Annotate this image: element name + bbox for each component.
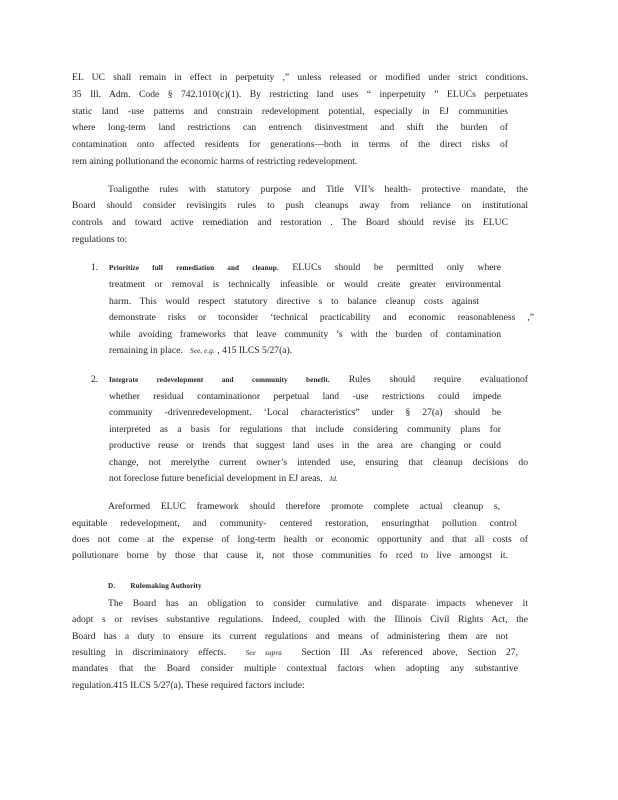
item-2-line-3: community -drivenredevelopment. ‘Local characteristics” under § 27(a) should be	[109, 407, 501, 418]
p1-line-1: EL UC shall remain in effect in perpetuity ,” unless released or modified under strict conditions.	[72, 72, 528, 83]
p1-line-5: contamination onto affected residents for generations—both in terms of the direct risks of	[72, 139, 508, 150]
p4-line-6: regulation.415 ILCS 5/27(a). These required factors include:	[72, 680, 305, 691]
p4-line-1: The Board has an obligation to consider cumulative and disparate impacts whenever it	[108, 598, 528, 609]
item-2-line-2: whether residual contaminationor perpetual land -use restrictions could impede	[109, 391, 501, 402]
p1-line-2: 35 Ill. Adm. Code § 742.1010(c)(1). By restricting land uses “ inperpetuity ” ELUCs perpetuates	[72, 89, 528, 100]
item-1-number: 1.	[91, 262, 99, 273]
item-2-last-pre: not foreclose future beneficial development in EJ areas.	[109, 473, 323, 484]
item-1-last-pre: remaining in place.	[109, 345, 183, 356]
item-2-line-5: productive reuse or trends that suggest land uses in the area are changing or could	[109, 440, 501, 451]
p2-line-2: Board should consider revisingits rules to push cleanups away from reliance on institutional	[72, 200, 528, 211]
p4-line-3: Board has a duty to ensure its current regulations and means of administering them are not	[72, 631, 508, 642]
item-2-heading: Integrate redevelopment and community benefit.	[109, 376, 330, 384]
p4-line-4-post: Section III .As referenced above, Section 27,	[301, 647, 518, 658]
p3-line-3: does not come at the expense of long-term health or economic opportunity and that all costs of	[72, 534, 528, 545]
p3-line-2: equitable redevelopment, and community- centered restoration, ensuringthat pollution control	[72, 518, 517, 529]
item-1-line-3: harm. This would respect statutory directive s to balance cleanup costs against	[109, 296, 479, 307]
section-heading	[108, 580, 202, 592]
item-1-line-6	[109, 345, 292, 357]
p4-line-4-pre: resulting in discriminatory effects.	[72, 647, 227, 658]
p4-line-4-cite: See supra	[245, 649, 282, 657]
item-1-line-2: treatment or removal is technically infeasible or would create greater environmental	[109, 279, 501, 290]
item-2-line-1	[109, 374, 528, 386]
p4-line-5: mandates that the Board consider multiple contextual factors when adopting any substantive	[72, 663, 518, 674]
item-2-line-4: interpreted as a basis for regulations that include considering community plans for	[109, 424, 501, 435]
p3-line-4: pollutionare borne by those that cause it, not those communities fo rced to live amongst it.	[72, 550, 508, 561]
item-2-line-6: change, not merelythe current owner’s intended use, ensuring that cleanup decisions do	[109, 457, 528, 468]
p2-line-4: regulations to:	[72, 234, 128, 245]
item-1-last-post: , 415 ILCS 5/27(a).	[217, 345, 293, 356]
item-2-cite-signal: Id.	[329, 475, 338, 483]
item-1-line-1-text: ELUCs should be permitted only where	[292, 262, 501, 273]
p3-line-1: Areformed ELUC framework should therefore promote complete actual cleanup s,	[108, 501, 500, 512]
p1-line-4: where long-term land restrictions can entrench disinvestment and shift the burden of	[72, 122, 508, 133]
p2-line-1: Toalignthe rules with statutory purpose and Title VII’s health- protective mandate, the	[108, 184, 528, 195]
item-1-line-5: while avoiding frameworks that leave community ’s with the burden of contamination	[109, 329, 501, 340]
item-1-line-1	[109, 262, 501, 274]
section-letter: D.	[108, 582, 116, 590]
p4-line-2: adopt s or revises substantive regulations. Indeed, coupled with the Illinois Civil Rights Act, the	[72, 614, 528, 625]
p4-line-4	[72, 647, 518, 659]
item-2-line-1-text: Rules should require evaluationof	[348, 374, 528, 385]
item-2-line-7	[109, 473, 338, 485]
p2-line-3: controls and toward active remediation and restoration . The Board should revise its ELUC	[72, 217, 508, 228]
item-1-heading: Prioritize full remediation and cleanup.	[109, 264, 279, 272]
p1-line-3: static land -use patterns and constrain redevelopment potential, especially in EJ communities	[72, 106, 508, 117]
item-2-number: 2.	[91, 374, 99, 385]
item-1-line-4: demonstrate risks or toconsider ‘technical practicability and economic reasonableness ,”	[109, 312, 534, 323]
section-title: Rulemaking Authority	[130, 582, 202, 590]
p1-line-6: rem aining pollutionand the economic harms of restricting redevelopment.	[72, 156, 358, 167]
item-1-cite-signal: See, e.g.	[190, 347, 215, 355]
